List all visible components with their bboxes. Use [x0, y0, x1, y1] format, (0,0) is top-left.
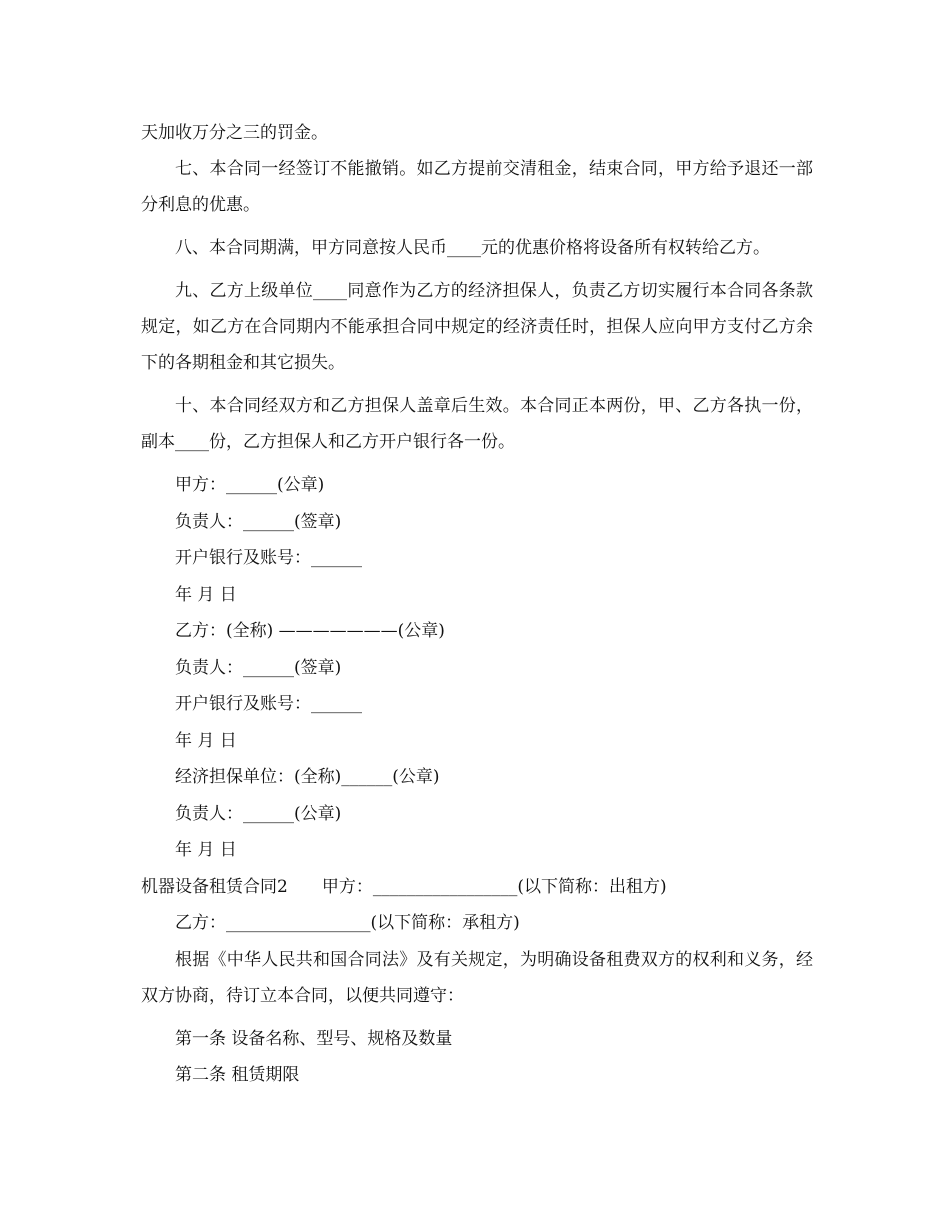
paragraph-clause-7: 七、本合同一经签订不能撤销。如乙方提前交清租金，结束合同，甲方给予退还一部分利息的优惠。	[141, 159, 813, 215]
second-contract-preamble: 根据《中华人民共和国合同法》及有关规定，为明确设备租费双方的权利和义务，经双方协商，待订立本合同，以便共同遵守：	[141, 949, 813, 1006]
article-1-heading: 第一条 设备名称、型号、规格及数量	[175, 1028, 453, 1049]
party-b-bank-account-line: 开户银行及账号：______	[175, 694, 362, 714]
guarantor-date-line: 年 月 日	[175, 840, 237, 860]
paragraph-clause-9: 九、乙方上级单位____同意作为乙方的经济担保人，负责乙方切实履行本合同各条款规定，如乙方在合同期内不能承担合同中规定的经济责任时，担保人应向甲方支付乙方余下的各期租金和其它损失。	[141, 281, 813, 373]
party-b-principal-line: 负责人：______(签章)	[175, 657, 342, 678]
article-2-heading: 第二条 租赁期限	[175, 1065, 300, 1085]
party-a-date-line: 年 月 日	[175, 584, 237, 605]
party-b-seal-line: 乙方：(全称) ———————(公章)	[175, 621, 445, 641]
paragraph-penalty-continuation: 天加收万分之三的罚金。	[141, 123, 328, 143]
party-a-principal-line: 负责人：______(签章)	[175, 511, 342, 532]
signature-block	[141, 467, 813, 869]
paragraph-clause-8: 八、本合同期满，甲方同意按人民币____元的优惠价格将设备所有权转给乙方。	[175, 238, 770, 258]
party-b-date-line: 年 月 日	[175, 730, 237, 751]
guarantor-unit-line: 经济担保单位：(全称)______(公章)	[175, 767, 440, 787]
party-a-seal-line: 甲方：______(公章)	[175, 475, 325, 495]
second-contract-party-b-line: 乙方：_________________(以下简称：承租方)	[175, 913, 520, 933]
paragraph-clause-10: 十、本合同经双方和乙方担保人盖章后生效。本合同正本两份，甲、乙方各执一份，副本____份，乙方担保人和乙方开户银行各一份。	[141, 396, 813, 452]
party-a-bank-account-line: 开户银行及账号：______	[175, 548, 362, 568]
guarantor-principal-line: 负责人：______(公章)	[175, 803, 342, 824]
second-contract-title-line: 机器设备租赁合同2 甲方：_________________(以下简称：出租方)	[141, 876, 667, 897]
document-body	[141, 115, 813, 1094]
